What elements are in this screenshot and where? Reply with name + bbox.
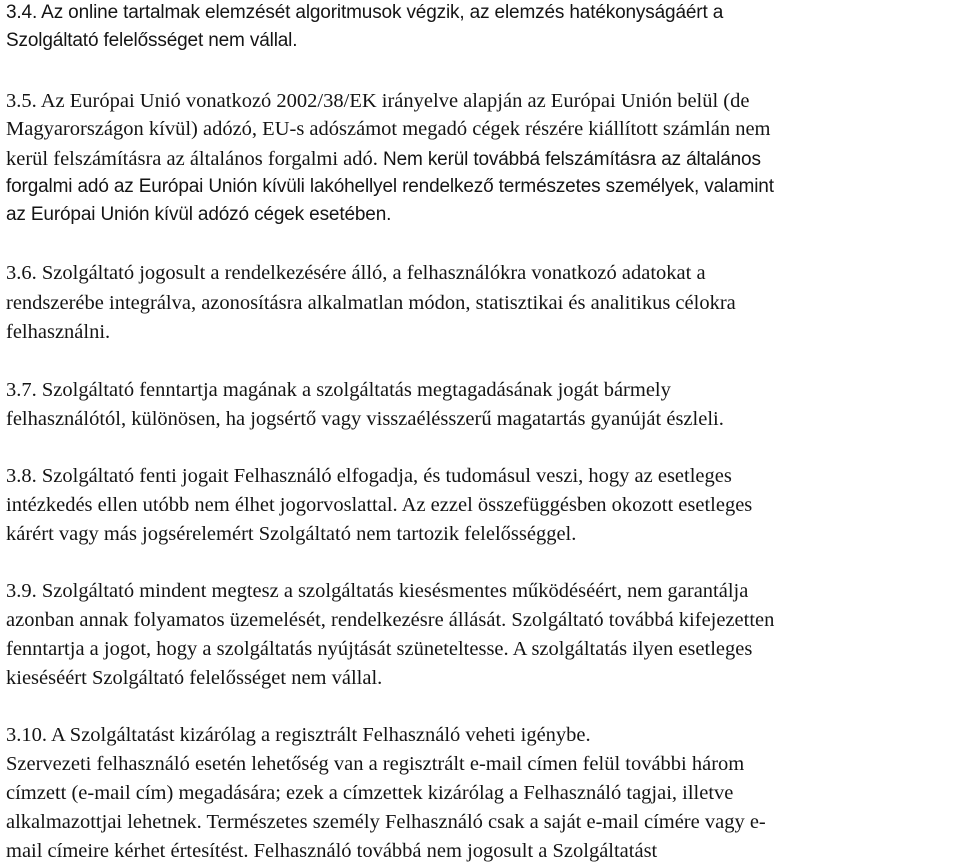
paragraph-3-10-line-2: Szervezeti felhasználó esetén lehetőség van a regisztrált e-mail címen felül további három (6, 753, 745, 775)
paragraph-3-9-line-3: fenntartja a jogot, hogy a szolgáltatás nyújtását szüneteltesse. A szolgáltatás ilyen esetleges (6, 638, 753, 660)
paragraph-3-8-line-3: kárért vagy más jogsérelemért Szolgáltató nem tartozik felelősséggel. (6, 523, 577, 545)
paragraph-3-10-line-4: alkalmazottjai lehetnek. Természetes személy Felhasználó csak a saját e-mail címére vagy e- (6, 811, 766, 833)
paragraph-3-8-line-2: intézkedés ellen utóbb nem élhet jogorvoslattal. Az ezzel összefüggésben okozott esetleges (6, 494, 753, 516)
paragraph-3-5-line-3-part-1: kerül felszámításra az általános forgalmi adó. (6, 148, 378, 170)
paragraph-3-10-line-1: 3.10. A Szolgáltatást kizárólag a regisztrált Felhasználó veheti igénybe. (6, 724, 591, 746)
paragraph-3-4-line-2: Szolgáltató felelősséget nem vállal. (6, 30, 298, 51)
paragraph-3-6-line-3: felhasználni. (6, 321, 111, 343)
paragraph-3-7-line-1: 3.7. Szolgáltató fenntartja magának a szolgáltatás megtagadásának jogát bármely (6, 379, 671, 401)
paragraph-3-5-line-4: forgalmi adó az Európai Unión kívüli lakóhellyel rendelkező természetes személyek, valamint (6, 176, 774, 197)
paragraph-3-7-line-2: felhasználótól, különösen, ha jogsértő vagy visszaélésszerű magatartás gyanúját észleli. (6, 408, 724, 430)
paragraph-3-5-line-3 (6, 145, 761, 175)
paragraph-3-10-line-5: mail címeire kérhet értesítést. Felhasználó továbbá nem jogosult a Szolgáltatást (6, 840, 658, 862)
paragraph-3-5-line-5: az Európai Unión kívül adózó cégek esetében. (6, 204, 392, 225)
paragraph-3-4-line-1: 3.4. Az online tartalmak elemzését algoritmusok végzik, az elemzés hatékonyságáért a (6, 2, 724, 23)
paragraph-3-6-line-2: rendszerébe integrálva, azonosításra alkalmatlan módon, statisztikai és analitikus célokra (6, 292, 736, 314)
paragraph-3-5-line-3-part-2: Nem kerül továbbá felszámításra az általános (377, 149, 761, 170)
paragraph-3-8-line-1: 3.8. Szolgáltató fenti jogait Felhasználó elfogadja, és tudomásul veszi, hogy az esetleges (6, 465, 732, 487)
paragraph-3-10-line-3: címzett (e-mail cím) megadására; ezek a címzettek kizárólag a Felhasználó tagjai, illetve (6, 782, 734, 804)
paragraph-3-9-line-4: kieséséért Szolgáltató felelősséget nem vállal. (6, 667, 383, 689)
paragraph-3-9-line-1: 3.9. Szolgáltató mindent megtesz a szolgáltatás kiesésmentes működéséért, nem garantálja (6, 580, 749, 602)
paragraph-3-6-line-1: 3.6. Szolgáltató jogosult a rendelkezésére álló, a felhasználókra vonatkozó adatokat a (6, 262, 706, 284)
paragraph-3-5-line-1: 3.5. Az Európai Unió vonatkozó 2002/38/EK irányelve alapján az Európai Unión belül (de (6, 90, 750, 112)
paragraph-3-5-line-2: Magyarországon kívül) adózó, EU-s adószámot megadó cégek részére kiállított számlán nem (6, 118, 771, 140)
paragraph-3-9-line-2: azonban annak folyamatos üzemelését, rendelkezésre állását. Szolgáltató továbbá kifejezetten (6, 609, 775, 631)
